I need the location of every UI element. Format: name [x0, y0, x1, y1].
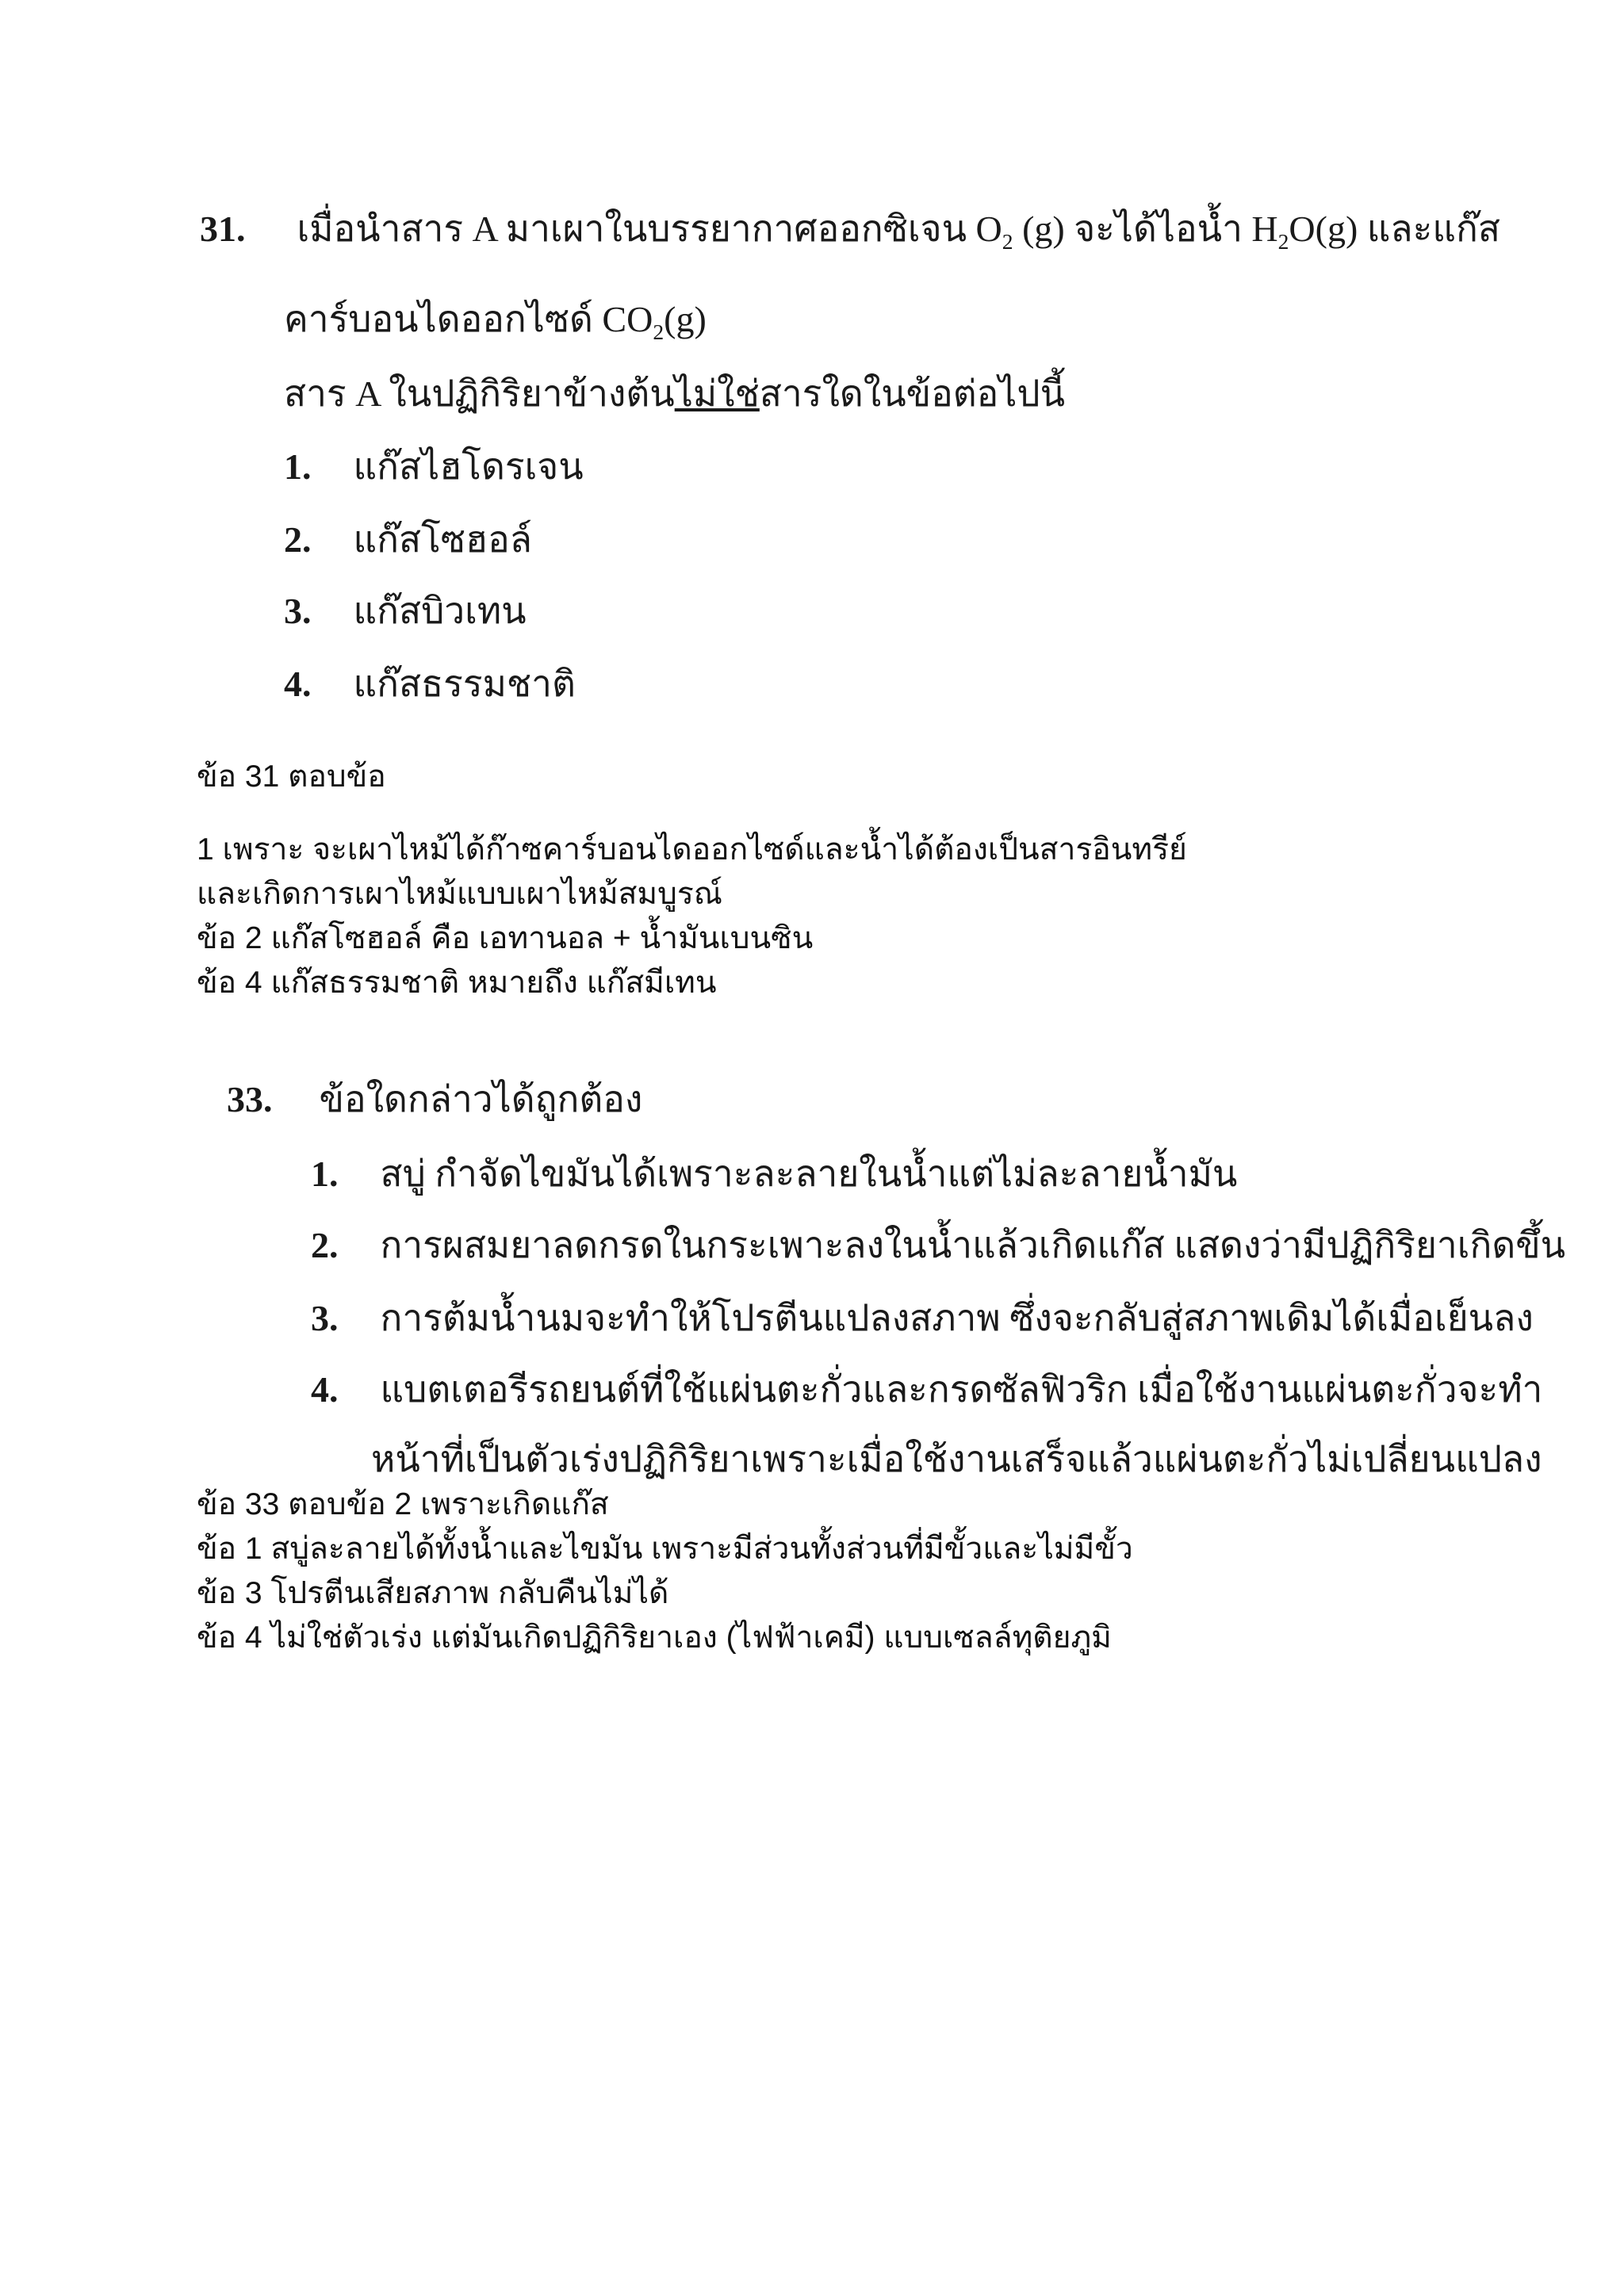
answer-31-line: ข้อ 2 แก๊สโซฮอล์ คือ เอทานอล + น้ำมันเบนซิน — [197, 921, 814, 955]
option-2 — [284, 511, 532, 568]
option-text: แบตเตอรีรถยนต์ที่ใช้แผ่นตะกั่วและกรดซัลฟิวริก เมื่อใช้งานแผ่นตะกั่วจะทำ — [380, 1369, 1543, 1410]
question-text: (g) — [664, 299, 707, 339]
option-text: แก๊สบิวเทน — [353, 591, 527, 631]
question-31-stem-line1 — [200, 200, 1500, 258]
subscript: 2 — [1277, 229, 1289, 254]
answer-31-line: 1 เพราะ จะเผาไหม้ได้ก๊าซคาร์บอนไดออกไซด์และน้ำได้ต้องเป็นสารอินทรีย์ — [197, 832, 1187, 867]
option-number: 4. — [311, 1369, 339, 1410]
question-number: 31. — [200, 209, 246, 249]
question-31-stem-line2 — [284, 290, 707, 348]
option-1 — [311, 1145, 1237, 1203]
option-number: 2. — [311, 1225, 339, 1265]
answer-31-line: และเกิดการเผาไหม้แบบเผาไหม้สมบูรณ์ — [197, 877, 722, 911]
option-2 — [311, 1216, 1565, 1274]
option-number: 1. — [311, 1154, 339, 1194]
option-number: 3. — [311, 1298, 339, 1338]
answer-33-line: ข้อ 33 ตอบข้อ 2 เพราะเกิดแก๊ส — [197, 1487, 609, 1521]
subscript: 2 — [1002, 229, 1013, 254]
question-text: O(g) และแก๊ส — [1289, 209, 1500, 249]
option-4 — [284, 655, 576, 713]
question-text: เมื่อนำสาร A มาเผาในบรรยากาศออกซิเจน O — [297, 209, 1002, 249]
option-4 — [311, 1360, 1542, 1418]
subscript: 2 — [653, 320, 665, 345]
answer-31-line: ข้อ 31 ตอบข้อ — [197, 760, 386, 794]
option-text: หน้าที่เป็นตัวเร่งปฏิกิริยาเพราะเมื่อใช้งานเสร็จแล้วแผ่นตะกั่วไม่เปลี่ยนแปลง — [371, 1439, 1542, 1479]
question-31-stem-line3 — [284, 365, 1065, 423]
option-text: แก๊สไฮโดรเจน — [353, 446, 584, 487]
option-text: แก๊สธรรมชาติ — [353, 664, 576, 704]
answer-33-line: ข้อ 3 โปรตีนเสียสภาพ กลับคืนไม่ได้ — [197, 1576, 669, 1610]
answer-33-line: ข้อ 4 ไม่ใช่ตัวเร่ง แต่มันเกิดปฏิกิริยาเอง (ไฟฟ้าเคมี) แบบเซลล์ทุติยภูมิ — [197, 1621, 1112, 1655]
option-3 — [284, 582, 527, 640]
answer-31-line: ข้อ 4 แก๊สธรรมชาติ หมายถึง แก๊สมีเทน — [197, 966, 717, 1000]
option-text: แก๊สโซฮอล์ — [353, 519, 532, 560]
question-text: สารใดในข้อต่อไปนี้ — [759, 373, 1066, 414]
option-number: 2. — [284, 519, 312, 560]
question-text: ข้อใดกล่าวได้ถูกต้อง — [319, 1079, 643, 1119]
question-text: (g) จะได้ไอน้ำ H — [1013, 209, 1278, 249]
question-text: สาร A ในปฏิกิริยาข้างต้น — [284, 373, 675, 414]
underlined-text: ไม่ใช่ — [674, 373, 760, 414]
question-33-stem — [227, 1070, 642, 1128]
option-number: 4. — [284, 664, 312, 704]
question-number: 33. — [227, 1079, 273, 1119]
question-text: คาร์บอนไดออกไซด์ CO — [284, 299, 653, 339]
answer-33-line: ข้อ 1 สบู่ละลายได้ทั้งน้ำและไขมัน เพราะมีส่วนทั้งส่วนที่มีขั้วและไม่มีขั้ว — [197, 1532, 1133, 1566]
option-number: 1. — [284, 446, 312, 487]
option-text: การต้มน้ำนมจะทำให้โปรตีนแปลงสภาพ ซึ่งจะกลับสู่สภาพเดิมได้เมื่อเย็นลง — [380, 1298, 1534, 1338]
option-3 — [311, 1289, 1534, 1347]
option-1 — [284, 438, 584, 496]
option-number: 3. — [284, 591, 312, 631]
option-text: การผสมยาลดกรดในกระเพาะลงในน้ำแล้วเกิดแก๊ส แสดงว่ามีปฏิกิริยาเกิดขึ้น — [380, 1225, 1566, 1265]
option-text: สบู่ กำจัดไขมันได้เพราะละลายในน้ำแต่ไม่ละลายน้ำมัน — [380, 1154, 1238, 1194]
